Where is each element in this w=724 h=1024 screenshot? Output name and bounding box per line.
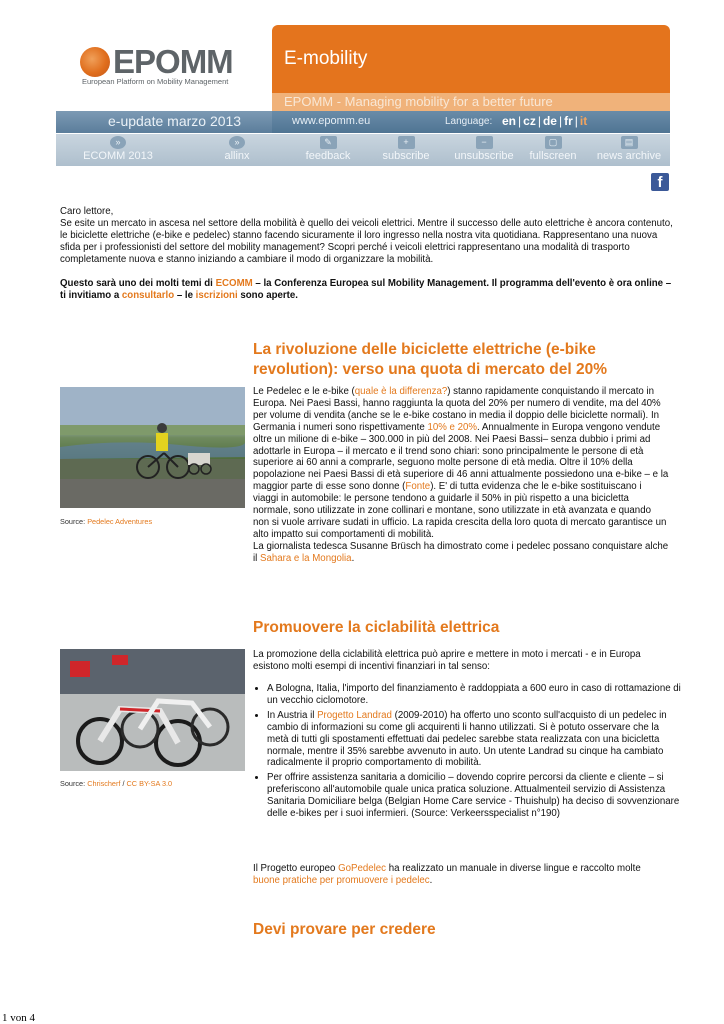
lang-fr-link[interactable]: fr <box>564 114 573 128</box>
nav-fullscreen[interactable]: ▢ fullscreen <box>529 137 577 162</box>
lang-de-link[interactable]: de <box>542 114 557 128</box>
pedelec-adventures-link[interactable]: Pedelec Adventures <box>87 517 153 526</box>
section-title-try: Devi provare per credere <box>253 921 436 938</box>
tagline: EPOMM - Managing mobility for a better future <box>284 94 553 109</box>
site-link[interactable]: www.epomm.eu <box>292 115 371 127</box>
intro-text <box>60 206 675 266</box>
list-item: • Per offrire assistenza sanitaria a domicilio – dovendo coprire percorsi da cliente e cliente – si preferiscono all'automobile quale unica pratica soluzione. Attualmenteil servizio di Assistenza Sanitaria Domiciliare belga (Belgian Home Care service - Thuishulp) ha deciso di sovvenzionare delle e-bikes per i suoi infermieri. (Source: Verkeersspecialist n°190) <box>267 772 683 820</box>
license-link[interactable]: CC BY-SA 3.0 <box>126 779 173 788</box>
incentives-list <box>253 683 683 823</box>
programme-link[interactable]: consultarlo <box>121 289 175 301</box>
section-body-ebike-revolution: Le Pedelec e le e-bike (quale è la differenza?) stanno rapidamente conquistando il mercato in Europa. Nei Paesi Bassi, hanno raggiunta la quota del 20% per numero di vendite, ma del 40% per volume di vendita (anche se le e-bike costano in media il doppio delle biciclette normali). In Germania i numeri sono rispettivamente 10% e 20%. Annualmente in Europa vengono vendute oltre un milione di e-bike – 300.000 in più del 2008. Nei Paesi Bassi– senza dubbio i primi ad adottarle in Europa – il mercato e il trend sono chiari: sono principalmente le persone di età superiore ai 60 anni a comprarle, seguono molte persone di età media. Oltre il 10% della popolazione nei Paesi Bassi di età superiore di 46 anni attualmente possiedono una e-bike – e la maggior parte di esse sono donne (Fonte). E' di tutta evidenza che le e-bike sostituiscano i viaggi in automobile: le persone tendono a guidarle il 50% in più rispetto a una bicicletta normale, sono utilizzate in zone collinari e montane, sono utilizzate in età avanzata e quando non si vuole arrivare sudati in ufficio. La rapida crescita della loro quota di mercato garantisce un alto impatto sui comportamenti di mobilità. La giornalista tedesca Susanne Brüsch ha dimostrato come i pedelec possano conquistare alche il Sahara e la Mongolia. <box>253 386 669 564</box>
nav-news-archive[interactable]: ▤ news archive <box>596 137 662 162</box>
source-link[interactable]: Fonte <box>405 481 431 493</box>
nav-ecomm-2013[interactable]: » ECOMM 2013 <box>83 137 153 162</box>
photo-caption: Source: Chrischerf / CC BY-SA 3.0 <box>60 779 173 788</box>
page-number: 1 von 4 <box>2 1012 35 1024</box>
section-end-promote: Il Progetto europeo GoPedelec ha realizzato un manuale in diverse lingue e raccolto molte buone pratiche per promuovere i pedelec. <box>253 863 641 886</box>
logo-tagline: European Platform on Mobility Management <box>82 77 229 86</box>
nav-unsubscribe[interactable]: − unsubscribe <box>454 137 514 162</box>
edition-label: e-update marzo 2013 <box>108 113 242 129</box>
lang-en-link[interactable]: en <box>502 114 517 128</box>
nav-feedback[interactable]: ✎ feedback <box>305 137 351 162</box>
gopedelec-link[interactable]: GoPedelec <box>338 863 387 874</box>
logo-brand: EPOMM <box>113 43 233 80</box>
fullscreen-icon: ▢ <box>545 136 562 149</box>
newsletter-title: E-mobility <box>284 48 368 69</box>
germany-stats-link[interactable]: 10% e 20% <box>427 421 478 433</box>
good-practices-link[interactable]: buone pratiche per promuovere i pedelec <box>253 874 430 886</box>
facebook-icon[interactable]: f <box>651 173 669 191</box>
registration-link[interactable]: iscrizioni <box>195 289 238 301</box>
nav-subscribe[interactable]: + subscribe <box>382 137 430 162</box>
nav-allinx[interactable]: » allinx <box>224 137 250 162</box>
lang-it-link[interactable]: it <box>579 114 588 128</box>
section-title-ebike-revolution: La rivoluzione delle biciclette elettriche (e-bike revolution): verso una quota di mercato del 20% <box>253 341 607 378</box>
epomm-logo[interactable] <box>80 45 250 87</box>
cyclist-photo <box>60 387 245 508</box>
chrischerf-link[interactable]: Chrischerf <box>87 779 121 788</box>
sahara-mongolia-link[interactable]: Sahara e la Mongolia <box>260 552 352 564</box>
archive-icon: ▤ <box>621 136 638 149</box>
section-intro-promote: La promozione della ciclabilità elettrica può aprire e mettere in moto i mercati - e in Europa esistono molti esempi di incentivi finanziari in tal senso: <box>253 649 641 672</box>
difference-link[interactable]: quale è la differenza? <box>354 386 448 397</box>
rose-logo-icon <box>80 47 110 77</box>
ecomm-link[interactable]: ECOMM <box>215 278 253 289</box>
greeting: Caro lettore, <box>60 206 114 217</box>
unsubscribe-icon: − <box>476 136 493 149</box>
ebikes-photo <box>60 649 245 771</box>
section-title-promote: Promuovere la ciclabilità elettrica <box>253 619 500 636</box>
lang-cz-link[interactable]: cz <box>523 114 536 128</box>
intro-body: Se esite un mercato in ascesa nel settore della mobilità è quello dei veicoli elettrici. Mentre il successo delle auto elettriche è ancora contenuto, le biciclette elettriche (e-bike e pedelec) stanno facendo sicuramente il loro ingresso nella nostra vita quotidiana. Rappresentano una nuova sfida per i professionisti del settore del mobility management? Scopri perché i veicoli elettrici rappresentano una modalità di trasporto completamente nuova e stanno iniziando a cambiare il modo di organizzare la mobilità. <box>60 217 673 265</box>
language-switcher: en | cz | de | fr | it <box>502 114 588 128</box>
list-item: • A Bologna, Italia, l'importo del finanziamento è raddoppiata a 600 euro in caso di rottamazione di un vecchio ciclomotore. <box>267 683 683 707</box>
intro-highlight: Questo sarà uno dei molti temi di ECOMM – la Conferenza Europea sul Mobility Management. Il programma dell'evento è ora online – ti invitiamo a consultarlo – le iscrizioni sono aperte. <box>60 278 672 301</box>
subscribe-icon: + <box>398 136 415 149</box>
forward-icon: » <box>229 136 245 149</box>
forward-icon: » <box>110 136 126 149</box>
landrad-link[interactable]: Progetto Landrad <box>317 709 392 721</box>
feedback-icon: ✎ <box>320 136 337 149</box>
language-label: Language: <box>445 116 493 127</box>
photo-caption: Source: Pedelec Adventures <box>60 517 153 526</box>
list-item: • In Austria il Progetto Landrad (2009-2010) ha offerto uno sconto sull'acquisto di un pedelec in cambio di informazioni su come gli acquirenti li hanno utilizzati. Si è potuto osservare che la metà di tutti gli spostamenti effettuati dai pedelec sarebbe stata realizzata con una bicicletta normale, mentre il 35% sarebbe avvenuto in auto. Un utente Landrad su cinque ha cambiato radicalmente il proprio comportamento di mobilità. <box>267 710 683 770</box>
